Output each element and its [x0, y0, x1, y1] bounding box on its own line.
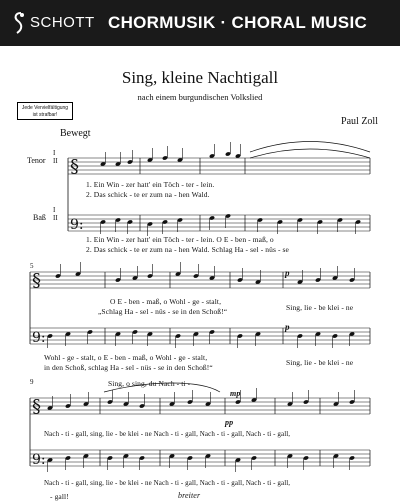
piece-subtitle: nach einem burgundischen Volkslied — [137, 92, 263, 102]
system2-bass-lyric-2: in den Schoß, schlag Ha - sel - nüs - se in den Schoß!“ — [44, 363, 213, 372]
tenor-label: Tenor — [27, 156, 46, 165]
bass-label: Baß — [33, 213, 46, 222]
system3-bottom-left-text: - gall! — [50, 492, 69, 501]
system1-bass-lyric-1: 1. Ein Win - zer hatt' ein Töch - ter - lein. O E - ben - maß, o — [86, 235, 274, 244]
svg-text:9:: 9: — [70, 217, 84, 233]
copyright-line-2: ist strafbar! — [32, 112, 58, 118]
tempo-marking: Bewegt — [60, 128, 91, 139]
piece-title: Sing, kleine Nachtigall — [121, 68, 279, 87]
dynamic-marking-p-bass: p — [285, 322, 290, 332]
system2-bass-lyric-1: Wohl - ge - stalt, o E - ben - maß, o Wohl - ge - stalt, — [44, 353, 208, 362]
system2-tenor-lyric-1: O E - ben - maß, o Wohl - ge - stalt, — [110, 297, 222, 306]
svg-text:9:: 9: — [32, 330, 46, 346]
dynamic-marking-pp: pp — [225, 418, 234, 427]
svg-text:§: § — [70, 156, 79, 177]
system3-tenor-upper-lyric: Sing, o sing, du Nach - ti - — [108, 379, 191, 388]
system1-tenor-lyric-2: 2. Das schick - te er zum na - hen Wald. — [86, 190, 210, 199]
dynamic-marking-mp: mp — [230, 389, 241, 398]
svg-text:9:: 9: — [32, 452, 46, 468]
dynamic-marking-p: p — [285, 268, 290, 278]
publisher-name: SCHOTT — [30, 14, 95, 31]
system1-tenor-lyric-1: 1. Ein Win - zer hatt' ein Töch - ter - lein. — [86, 180, 215, 189]
series-title: CHORMUSIK · CHORAL MUSIC — [108, 13, 368, 32]
svg-text:§: § — [32, 396, 41, 417]
copyright-line-1: Jede Vervielfältigung — [21, 105, 69, 111]
svg-text:§: § — [32, 270, 41, 291]
measure-number-9: 9 — [30, 378, 34, 386]
system2-bass-lyric-right: Sing, lie - be klei - ne — [286, 358, 354, 367]
composer-name: Paul Zoll — [341, 116, 378, 127]
system3-tenor-lyric: Nach - ti - gall, sing, lie - be klei - ne Nach - ti - gall, Nach - ti - gall, Nach - ti - gall, — [44, 430, 291, 438]
system1-bass-lyric-2: 2. Das schick - te er zum na - hen Wald. Schlag Ha - sel - nüs - se — [86, 245, 289, 254]
measure-number-5: 5 — [30, 262, 34, 270]
system2-tenor-lyric-2: „Schlag Ha - sel - nüs - se in den Schoß!“ — [98, 307, 228, 316]
tenor-voice-numbers: I II — [53, 149, 58, 165]
system3-bass-lyric: Nach - ti - gall, sing, lie - be klei - ne Nach - ti - gall, Nach - ti - gall, Nach - ti - gall, — [44, 479, 291, 487]
system2-tenor-lyric-right: Sing, lie - be klei - ne — [286, 303, 354, 312]
bass-voice-numbers: I II — [53, 206, 58, 222]
tempo-marking-breiter: breiter — [178, 491, 201, 500]
